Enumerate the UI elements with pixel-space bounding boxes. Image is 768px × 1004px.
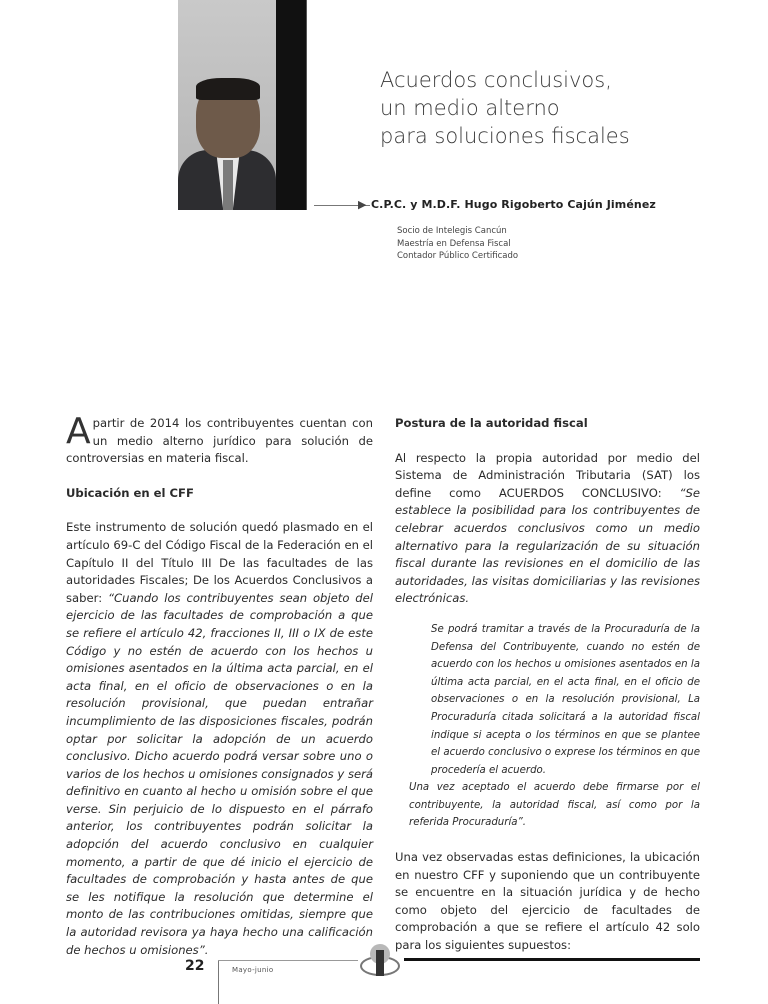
footer-vertical-rule: [218, 960, 219, 1004]
credential-line: Socio de Intelegis Cancún: [397, 226, 507, 236]
authority-paragraph: [395, 450, 700, 608]
header-dark-bar: [276, 0, 306, 210]
drop-cap: A: [66, 411, 91, 452]
author-name: C.P.C. y M.D.F. Hugo Rigoberto Cajún Jiménez: [371, 198, 656, 211]
article-title: [380, 66, 720, 150]
conclusion-paragraph: Una vez observadas estas definiciones, la ubicación en nuestro CFF y suponiendo que un contribuyente se encuentre en la situación jurídica y de hecho como objeto del ejercicio de facultades de comprobación a que se refiere el artículo 42 solo para los siguientes supuestos:: [395, 850, 700, 953]
photo-hair: [196, 78, 260, 100]
publisher-logo-icon: [360, 944, 402, 980]
authority-quote: “Se establece la posibilidad para los contribuyentes de celebrar acuerdos conclusivos como un medio alternativo para la regularización de su situación fiscal durante las revisiones en el domicilio de las autoridades, las visitas domiciliarias y las revisiones electrónicas.: [395, 485, 701, 606]
title-line-3: para soluciones fiscales: [380, 124, 630, 148]
header-thin-line: [306, 0, 307, 210]
cff-quote: “Cuando los contribuyentes sean objeto del ejercicio de las facultades de comprobación a que se refiere el artículo 42, fracciones II, III o IX de este Código y no estén de acuerdo con los hechos u omisiones asentados en la última acta parcial, en el acta final, en el oficio de observaciones o en la resolución provisional, que puedan entrañar incumplimiento de las disposiciones fiscales, podrán optar por solicitar la adopción de un acuerdo conclusivo. Dicho acuerdo podrá versar sobre uno o varios de los hechos u omisiones consignados y será definitivo en cuanto al hecho u omisión sobre el que verse. Sin perjuicio de lo dispuesto en el párrafo anterior, los contribuyentes podrán solicitar la adopción del acuerdo conclusivo en cualquier momento, a partir de que dé inicio el ejercicio de facultades de comprobación y hasta antes de que se les notifique la resolución que determine el monto de las contribuciones omitidas, siempre que la autoridad revisora ya haya hecho una calificación de hechos u omisiones”.: [66, 590, 374, 957]
section-heading-authority: Postura de la autoridad fiscal: [395, 416, 588, 430]
title-line-2: un medio alterno: [380, 96, 560, 120]
title-line-1: Acuerdos conclusivos,: [380, 68, 612, 92]
credential-line: Contador Público Certificado: [397, 251, 519, 261]
intro-text: partir de 2014 los contribuyentes cuentan con un medio alterno jurídico para solución de controversias en materia fiscal.: [66, 416, 373, 466]
right-column: [395, 415, 700, 972]
block-quote: [409, 621, 700, 832]
footer-horizontal-rule: [218, 960, 358, 961]
cff-paragraph: [66, 519, 373, 959]
left-column: [66, 411, 374, 976]
authority-text: Al respecto la propia autoridad por medio del Sistema de Administración Tributaria (SAT) los define como ACUERDOS CONCLUSIVO:: [395, 450, 700, 500]
footer-thick-rule: [404, 958, 700, 961]
author-credentials: [397, 225, 518, 263]
block-quote-2: Una vez aceptado el acuerdo debe firmarse por el contribuyente, la autoridad fiscal, así como por la referida Procuraduría”.: [409, 782, 700, 829]
block-quote-1: Se podrá tramitar a través de la Procuraduría de la Defensa del Contribuyente, cuando no estén de acuerdo con los hechos u omisiones asentados en la última acta parcial, en el acta final, en el oficio de observaciones o en la resolución provisional, La Procuraduría citada solicitará a la autoridad fiscal indique si acepta o los términos en que se plantee el acuerdo conclusivo o exprese los términos en que procedería el acuerdo.: [431, 623, 700, 776]
credential-line: Maestría en Defensa Fiscal: [397, 238, 511, 249]
photo-tie: [223, 160, 233, 210]
author-photo: [178, 0, 276, 210]
issue-label: Mayo-junio: [232, 966, 274, 974]
page-number: 22: [185, 958, 205, 974]
section-heading-cff: Ubicación en el CFF: [66, 485, 194, 500]
cff-text: Este instrumento de solución quedó plasmado en el artículo 69-C del Código Fiscal de la Federación en el Capítulo II del Título III De las facultades de las autoridades Fiscales; De los Acuerdos Conclusivos a saber:: [66, 520, 373, 605]
intro-paragraph: [66, 411, 373, 468]
author-arrow-icon: ▶: [358, 198, 367, 211]
